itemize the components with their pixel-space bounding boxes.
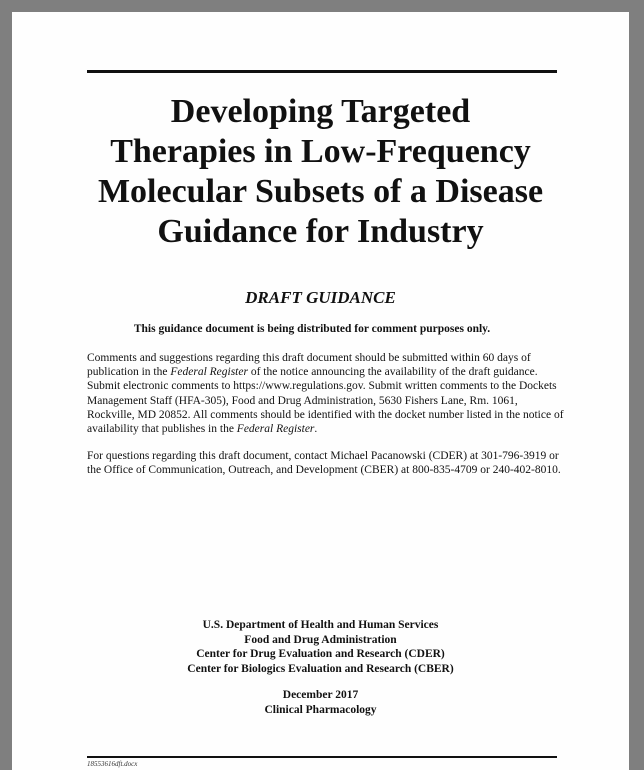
- bottom-rule: [87, 756, 557, 758]
- para-text: .: [314, 423, 318, 436]
- title-line: Molecular Subsets of a Disease: [97, 173, 544, 210]
- agency-line: Center for Biologics Evaluation and Research (CBER): [187, 662, 454, 675]
- title-line: Developing Targeted: [170, 93, 471, 130]
- title-line: Therapies in Low-Frequency: [110, 133, 531, 170]
- distribution-notice: This guidance document is being distributed for comment purposes only.: [133, 323, 491, 335]
- comments-paragraph: [87, 351, 567, 436]
- title-line: Guidance for Industry: [157, 213, 484, 250]
- agency-line: U.S. Department of Health and Human Services: [202, 619, 439, 631]
- footer-filename: 18553616dft.docx: [87, 760, 138, 768]
- guidance-category: Clinical Pharmacology: [264, 703, 377, 716]
- para-text: Comments and suggestions regarding this draft document should be submitted within 60 days of publication in the: [87, 352, 531, 379]
- issue-date: December 2017: [282, 689, 359, 701]
- document-title: [12, 92, 629, 252]
- agency-block: [12, 618, 629, 676]
- para-text: of the notice announcing the availability of the draft guidance. Submit electronic comments to https://www.regulations.gov. Submit written comments to the Dockets Management Staff (HFA-305), Food and Drug Administration, 5630 Fishers Lane, Rm. 1061, Rockville, MD 20852. All comments should be identified with the docket number listed in the notice of availability that publishes in the: [87, 366, 564, 436]
- federal-register-italic: Federal Register: [170, 366, 248, 379]
- agency-line: Food and Drug Administration: [244, 633, 397, 646]
- document-page: [12, 12, 629, 770]
- draft-guidance-label: DRAFT GUIDANCE: [245, 288, 396, 307]
- agency-line: Center for Drug Evaluation and Research (CDER): [196, 648, 445, 660]
- date-block: [12, 688, 629, 717]
- federal-register-italic: Federal Register: [236, 423, 315, 436]
- top-rule: [87, 70, 557, 73]
- contact-paragraph: For questions regarding this draft document, contact Michael Pacanowski (CDER) at 301-796-3919 or the Office of Communication, Outreach, and Development (CBER) at 800-835-4709 or 240-402-8010.: [87, 450, 561, 477]
